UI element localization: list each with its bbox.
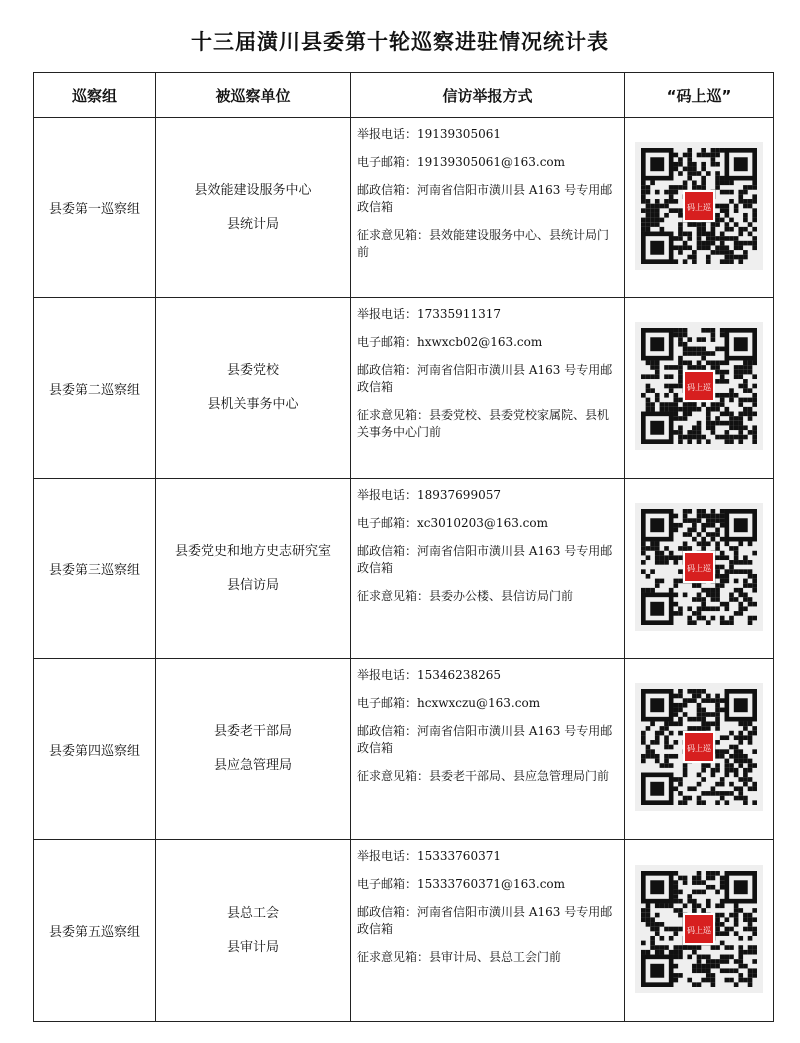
inspection-table bbox=[33, 72, 774, 1022]
table-row bbox=[34, 479, 774, 659]
table-row bbox=[34, 659, 774, 840]
unit-name: 县委党校 bbox=[226, 363, 279, 378]
phone-line: 举报电话：18937699057 bbox=[357, 488, 501, 502]
qr-badge: 码上巡 bbox=[683, 913, 715, 945]
header-unit: 被巡察单位 bbox=[156, 73, 351, 118]
qr-badge: 码上巡 bbox=[683, 551, 715, 583]
header-contact: 信访举报方式 bbox=[351, 73, 625, 118]
group-cell: 县委第二巡察组 bbox=[34, 298, 156, 479]
unit-name: 县委党史和地方史志研究室 bbox=[174, 543, 331, 559]
unit-name: 县应急管理局 bbox=[213, 758, 292, 773]
qr-cell bbox=[625, 298, 774, 479]
email-line: 电子邮箱：hxwxcb02@163.com bbox=[357, 335, 543, 349]
unit-name: 县统计局 bbox=[226, 216, 279, 232]
table-row bbox=[34, 298, 774, 479]
email-line: 电子邮箱：15333760371@163.com bbox=[357, 877, 566, 891]
suggestion-box-line: 征求意见箱：县委老干部局、县应急管理局门前 bbox=[357, 769, 610, 783]
group-cell: 县委第三巡察组 bbox=[34, 479, 156, 659]
qr-badge: 码上巡 bbox=[683, 190, 715, 222]
phone-line: 举报电话：15346238265 bbox=[357, 668, 501, 682]
phone-line: 举报电话：17335911317 bbox=[357, 307, 501, 321]
unit-name: 县总工会 bbox=[226, 905, 279, 921]
group-cell: 县委第五巡察组 bbox=[34, 840, 156, 1022]
email-line: 电子邮箱：xc3010203@163.com bbox=[357, 516, 548, 530]
suggestion-box-line: 征求意见箱：县效能建设服务中心、县统计局门前 bbox=[357, 228, 610, 259]
mailbox-line: 邮政信箱：河南省信阳市潢川县 A163 号专用邮政信箱 bbox=[357, 183, 613, 214]
contact-cell bbox=[351, 118, 625, 298]
unit-name: 县审计局 bbox=[226, 939, 279, 955]
mailbox-line: 邮政信箱：河南省信阳市潢川县 A163 号专用邮政信箱 bbox=[357, 363, 613, 394]
header-row bbox=[34, 73, 774, 118]
unit-cell bbox=[156, 659, 351, 840]
mailbox-line: 邮政信箱：河南省信阳市潢川县 A163 号专用邮政信箱 bbox=[357, 905, 613, 936]
contact-cell bbox=[351, 659, 625, 840]
qr-cell bbox=[625, 479, 774, 659]
suggestion-box-line: 征求意见箱：县委党校、县委党校家属院、县机关事务中心门前 bbox=[357, 408, 610, 439]
group-cell: 县委第一巡察组 bbox=[34, 118, 156, 298]
unit-cell bbox=[156, 298, 351, 479]
mailbox-line: 邮政信箱：河南省信阳市潢川县 A163 号专用邮政信箱 bbox=[357, 544, 613, 575]
contact-cell bbox=[351, 479, 625, 659]
qr-badge: 码上巡 bbox=[683, 731, 715, 763]
qr-badge: 码上巡 bbox=[683, 370, 715, 402]
unit-name: 县信访局 bbox=[226, 577, 279, 593]
phone-line: 举报电话：15333760371 bbox=[357, 849, 501, 863]
suggestion-box-line: 征求意见箱：县审计局、县总工会门前 bbox=[357, 950, 562, 964]
qr-code[interactable] bbox=[635, 503, 763, 631]
qr-code[interactable] bbox=[635, 142, 763, 270]
group-cell: 县委第四巡察组 bbox=[34, 659, 156, 840]
unit-cell bbox=[156, 479, 351, 659]
phone-line: 举报电话：19139305061 bbox=[357, 127, 501, 141]
table-row bbox=[34, 840, 774, 1022]
page-title: 十三届潢川县委第十轮巡察进驻情况统计表 bbox=[191, 30, 609, 54]
header-group: 巡察组 bbox=[34, 73, 156, 118]
table-row bbox=[34, 118, 774, 298]
qr-cell bbox=[625, 840, 774, 1022]
email-line: 电子邮箱：19139305061@163.com bbox=[357, 155, 566, 169]
qr-cell bbox=[625, 659, 774, 840]
email-line: 电子邮箱：hcxwxczu@163.com bbox=[357, 696, 541, 710]
qr-cell bbox=[625, 118, 774, 298]
unit-name: 县机关事务中心 bbox=[207, 397, 299, 412]
unit-cell bbox=[156, 118, 351, 298]
unit-name: 县委老干部局 bbox=[213, 724, 292, 739]
contact-cell bbox=[351, 840, 625, 1022]
mailbox-line: 邮政信箱：河南省信阳市潢川县 A163 号专用邮政信箱 bbox=[357, 724, 613, 755]
qr-code[interactable] bbox=[635, 683, 763, 811]
unit-name: 县效能建设服务中心 bbox=[194, 182, 312, 198]
unit-cell bbox=[156, 840, 351, 1022]
contact-cell bbox=[351, 298, 625, 479]
header-qr: “码上巡” bbox=[625, 73, 774, 118]
qr-code[interactable] bbox=[635, 322, 763, 450]
suggestion-box-line: 征求意见箱：县委办公楼、县信访局门前 bbox=[357, 589, 574, 603]
qr-code[interactable] bbox=[635, 865, 763, 993]
